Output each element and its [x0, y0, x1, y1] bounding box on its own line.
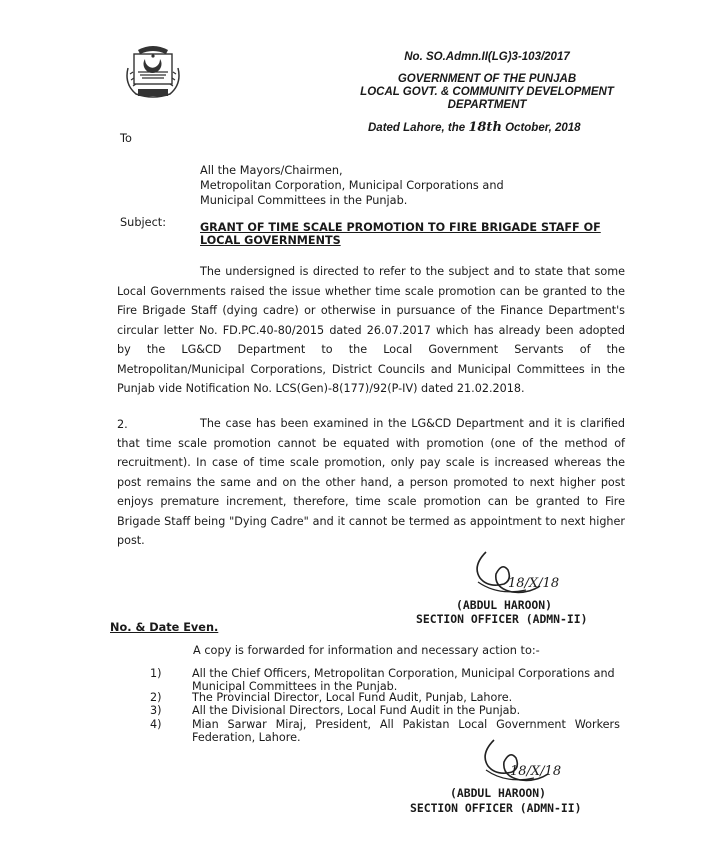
subject-line-1: GRANT OF TIME SCALE PROMOTION TO FIRE BRIGADE STAFF OF: [200, 221, 601, 234]
copy-intro: A copy is forwarded for information and necessary action to:-: [193, 644, 540, 657]
body-paragraph-1: The undersigned is directed to refer to the subject and to state that some Local Governments raised the issue whether time scale promotion can be granted to the Fire Brigade Staff (dying cadre) or otherwise in pursuance of the Finance Department's circular letter No. FD.PC.40-80/2015 dated 26.07.2017 which has already been adopted by the LG&CD Department to the Local Government Servants of the Metropolitan/Municipal Corporations, District Councils and Municipal Committees in the Punjab vide Notification No. LCS(Gen)-8(177)/92(P-IV) dated 21.02.2018.: [117, 265, 625, 395]
list-item-number: 4): [150, 718, 162, 731]
department-line-2: DEPARTMENT: [447, 99, 527, 111]
reference-number: No. SO.Admn.II(LG)3-103/2017: [404, 51, 570, 63]
dated-prefix: Dated Lahore, the: [368, 122, 466, 134]
paragraph-2-number: 2.: [117, 418, 128, 431]
body-paragraph-2: The case has been examined in the LG&CD Department and it is clarified that time scale promotion cannot be equated with promotion (one of the method of recruitment). In case of time scale promotion, only pay scale is increased whereas the post remains the same and on the other hand, a person promoted to next higher post enjoys premature increment, therefore, time scale promotion can be granted to Fire Brigade Staff being "Dying Cadre" and it cannot be termed as appointment to next higher post.: [117, 417, 625, 547]
dated-day-handwritten: 18th: [468, 120, 502, 135]
signature-2-name: (ABDUL HAROON): [450, 786, 547, 800]
subject-label: Subject:: [120, 216, 167, 229]
signature-2-title: SECTION OFFICER (ADMN-II): [410, 801, 582, 815]
addressee-line-1: All the Mayors/Chairmen,: [200, 164, 343, 177]
dated-line: [368, 121, 608, 135]
punjab-emblem-logo: [122, 44, 184, 100]
to-label: To: [120, 132, 132, 145]
list-item-number: 3): [150, 704, 162, 717]
list-item: [0, 704, 720, 718]
list-item-text: The Provincial Director, Local Fund Audit, Punjab, Lahore.: [192, 691, 513, 704]
signature-1-date-note: 18/X/18: [508, 576, 560, 591]
dated-rest: October, 2018: [505, 122, 581, 134]
list-item: [0, 691, 720, 705]
list-item-text: All the Chief Officers, Metropolitan Corporation, Municipal Corporations and Municipal Committees in the Punjab.: [192, 667, 615, 693]
signature-1-title: SECTION OFFICER (ADMN-II): [416, 612, 588, 626]
subject-line-2: LOCAL GOVERNMENTS: [200, 234, 341, 247]
addressee-line-2: Metropolitan Corporation, Municipal Corporations and: [200, 179, 504, 192]
signature-1-name: (ABDUL HAROON): [456, 598, 553, 612]
list-item-text: Mian Sarwar Miraj, President, All Pakistan Local Government Workers Federation, Lahore.: [192, 718, 620, 744]
list-item: [0, 718, 720, 746]
signature-2-date-note: 18/X/18: [510, 764, 562, 779]
copy-heading: No. & Date Even.: [110, 621, 219, 634]
list-item-number: 2): [150, 691, 162, 704]
list-item-text: All the Divisional Directors, Local Fund Audit in the Punjab.: [192, 704, 521, 717]
addressee-line-3: Municipal Committees in the Punjab.: [200, 194, 408, 207]
list-item-number: 1): [150, 667, 162, 680]
government-line: GOVERNMENT OF THE PUNJAB: [397, 73, 577, 85]
department-line-1: LOCAL GOVT. & COMMUNITY DEVELOPMENT: [360, 86, 614, 98]
